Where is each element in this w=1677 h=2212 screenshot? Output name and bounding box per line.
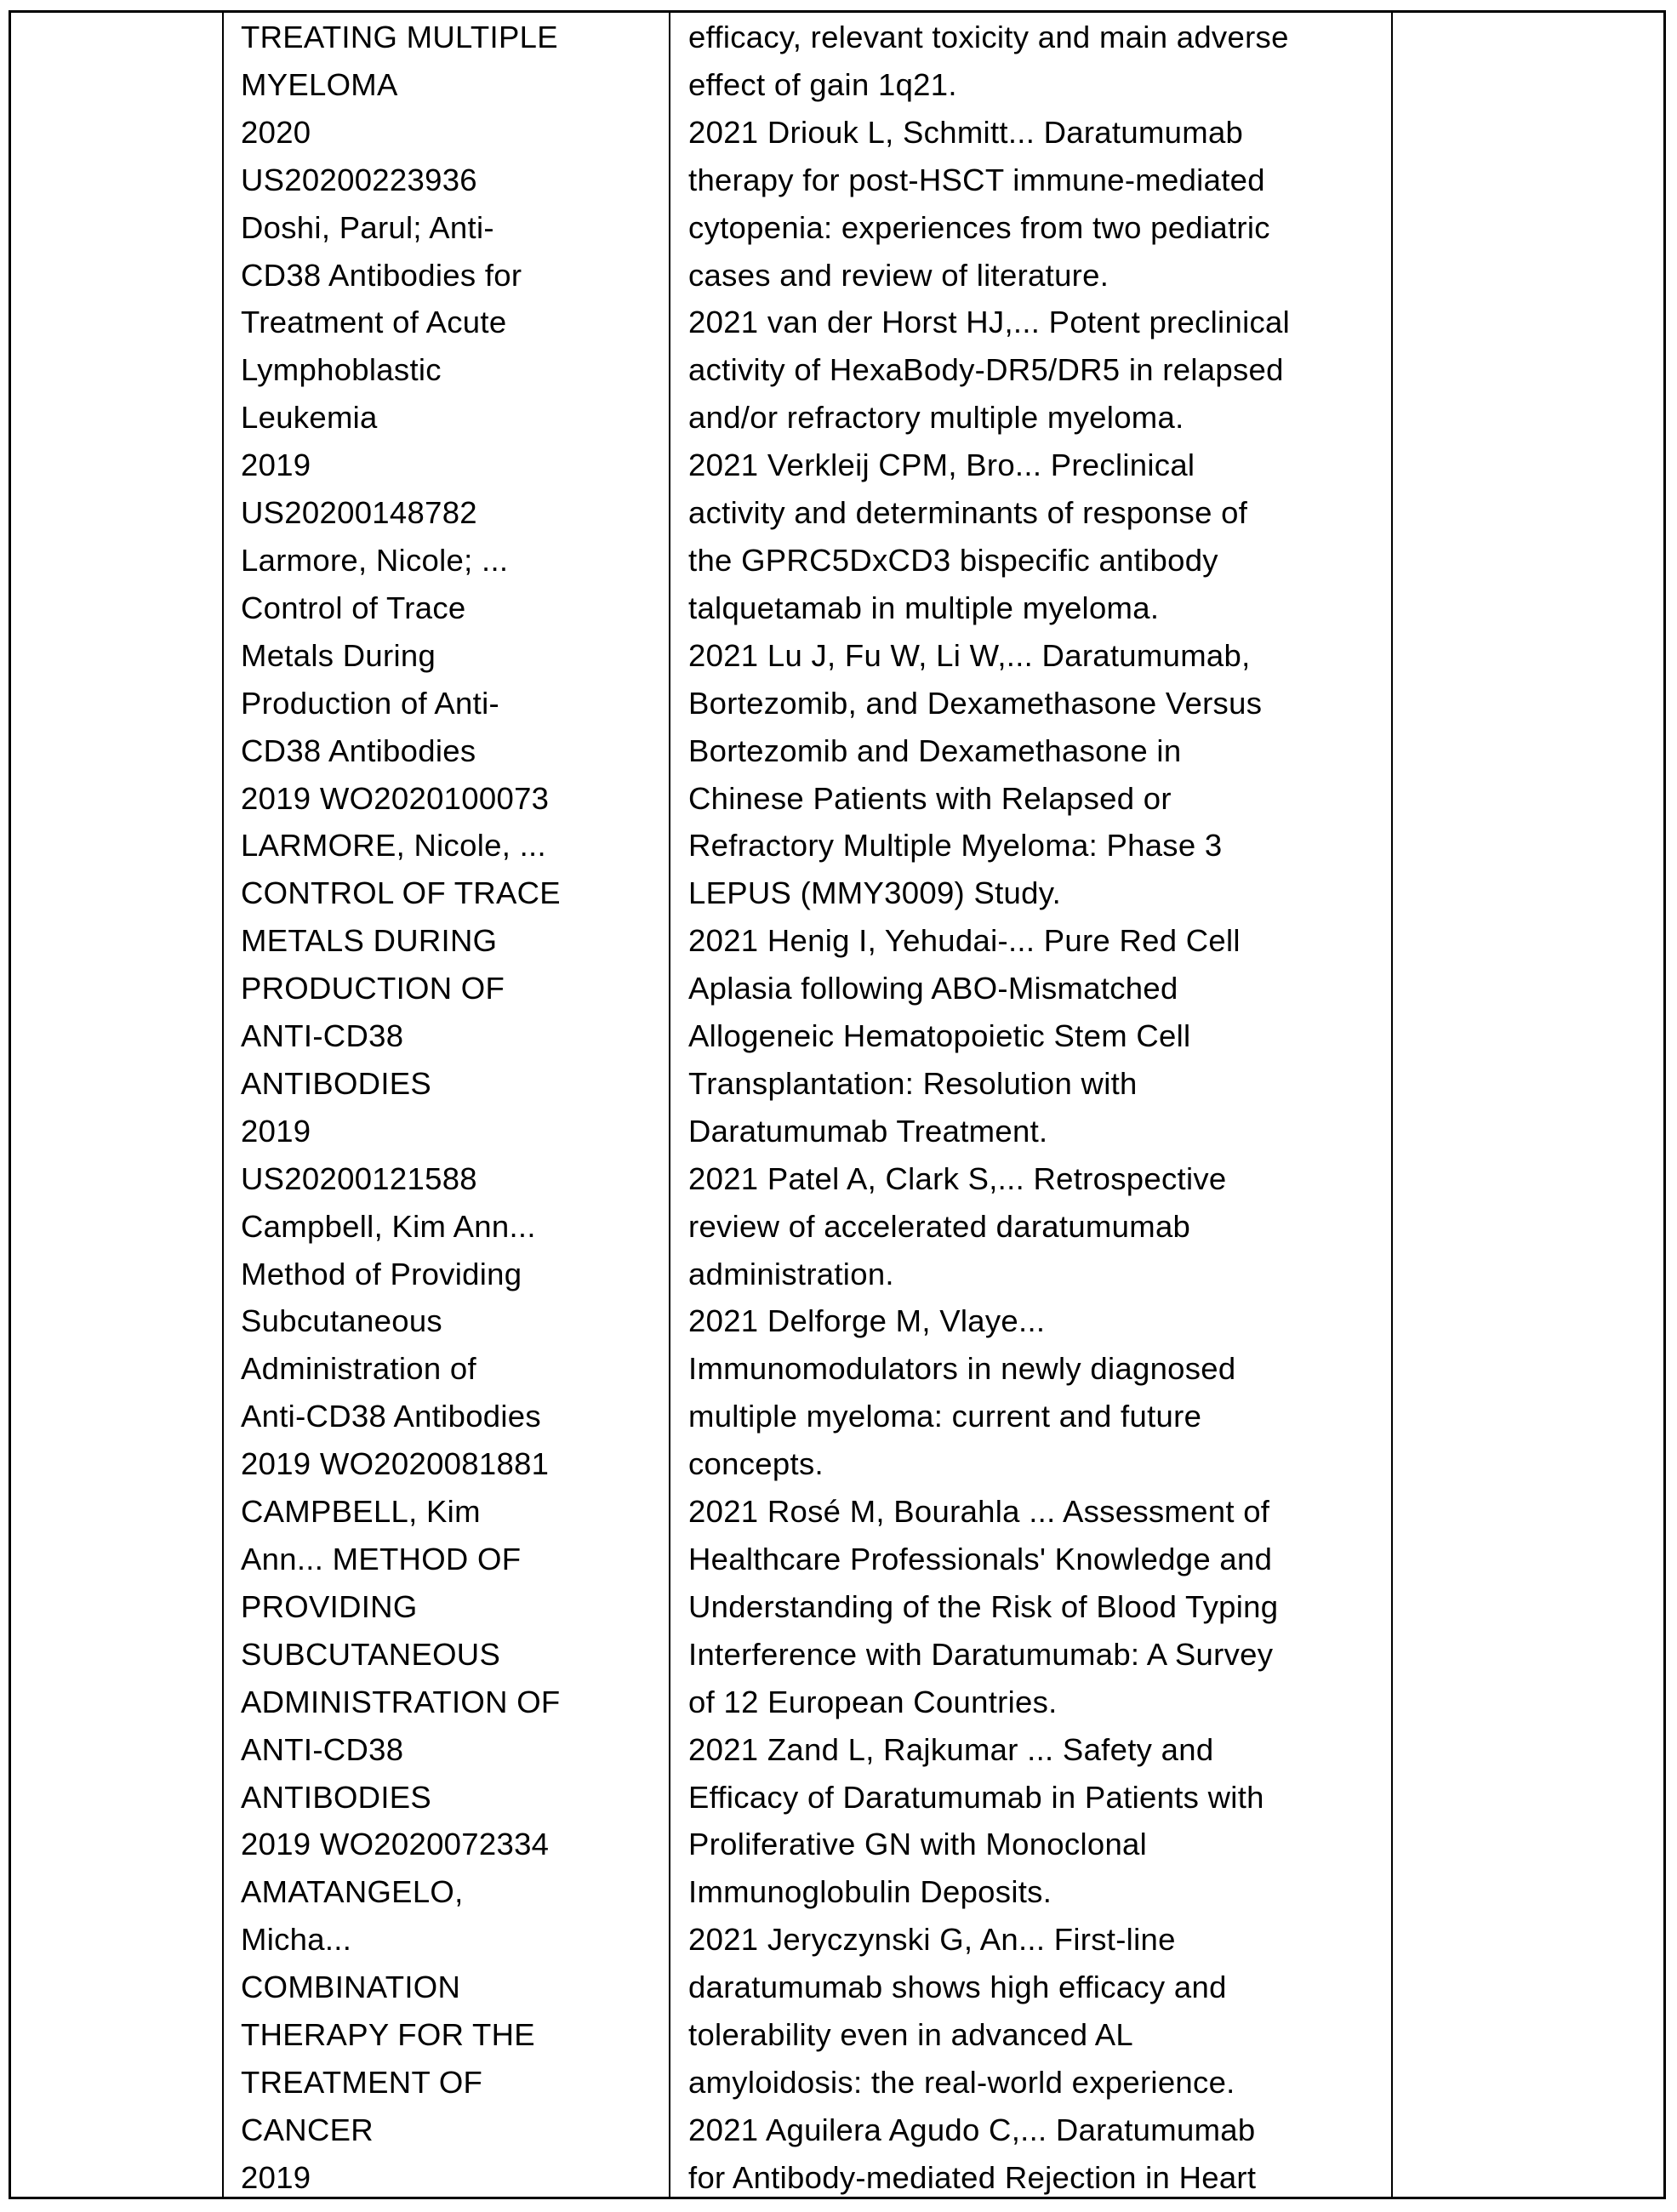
text-line: Understanding of the Risk of Blood Typing xyxy=(688,1588,1279,1624)
patent-references-cell xyxy=(224,13,670,2197)
text-line: effect of gain 1q21. xyxy=(688,66,957,102)
text-line: efficacy, relevant toxicity and main adverse xyxy=(688,20,1289,54)
text-line: ADMINISTRATION OF xyxy=(241,1684,561,1719)
empty-left-cell xyxy=(11,13,224,2197)
text-line: Proliferative GN with Monoclonal xyxy=(688,1827,1148,1862)
text-line: and/or refractory multiple myeloma. xyxy=(688,400,1184,436)
text-line: 2021 Henig I, Yehudai-... Pure Red Cell xyxy=(688,923,1241,959)
text-line: therapy for post-HSCT immune-mediated xyxy=(688,162,1265,197)
text-line: CAMPBELL, Kim xyxy=(241,1494,481,1530)
text-line: 2021 Aguilera Agudo C,... Daratumumab xyxy=(688,2112,1256,2147)
text-line: of 12 European Countries. xyxy=(688,1684,1058,1719)
text-line: Bortezomib, and Dexamethasone Versus xyxy=(688,685,1263,721)
text-line: Daratumumab Treatment. xyxy=(688,1113,1048,1149)
literature-references-cell xyxy=(670,13,1393,2197)
text-line: Leukemia xyxy=(241,400,378,436)
text-line: Anti-CD38 Antibodies xyxy=(241,1399,541,1434)
text-line: 2021 Verkleij CPM, Bro... Preclinical xyxy=(688,448,1195,483)
text-line: Healthcare Professionals' Knowledge and xyxy=(688,1542,1273,1576)
text-line: Bortezomib and Dexamethasone in xyxy=(688,733,1182,768)
text-line: 2021 Patel A, Clark S,... Retrospective xyxy=(688,1160,1227,1196)
text-line: Production of Anti- xyxy=(241,685,499,721)
text-line: the GPRC5DxCD3 bispecific antibody xyxy=(688,542,1218,578)
text-line: TREATMENT OF xyxy=(241,2064,483,2100)
text-line: US20200121588 xyxy=(241,1160,477,1196)
text-line: activity and determinants of response of xyxy=(688,495,1248,531)
text-line: 2019 xyxy=(241,1113,311,1149)
text-line: Lymphoblastic xyxy=(241,352,442,388)
text-line: Metals During xyxy=(241,637,436,673)
text-line: 2019 xyxy=(241,2159,311,2195)
text-line: Larmore, Nicole; ... xyxy=(241,542,509,578)
text-line: CONTROL OF TRACE xyxy=(241,875,561,911)
text-line: cytopenia: experiences from two pediatric xyxy=(688,209,1270,245)
text-line: 2020 xyxy=(241,114,311,150)
text-line: SUBCUTANEOUS xyxy=(241,1636,501,1672)
text-line: talquetamab in multiple myeloma. xyxy=(688,590,1160,625)
text-line: Immunoglobulin Deposits. xyxy=(688,1874,1052,1910)
text-line: Doshi, Parul; Anti- xyxy=(241,209,494,245)
text-line: 2021 Delforge M, Vlaye... xyxy=(688,1303,1046,1339)
text-line: Treatment of Acute xyxy=(241,305,507,340)
text-line: 2021 van der Horst HJ,... Potent preclinical xyxy=(688,305,1291,340)
text-line: Allogeneic Hematopoietic Stem Cell xyxy=(688,1018,1191,1054)
text-line: 2019 xyxy=(241,448,311,483)
text-line: Interference with Daratumumab: A Survey xyxy=(688,1636,1274,1672)
text-line: daratumumab shows high efficacy and xyxy=(688,1970,1227,2005)
text-line: tolerability even in advanced AL xyxy=(688,2017,1133,2053)
text-line: Chinese Patients with Relapsed or xyxy=(688,780,1172,816)
text-line: ANTIBODIES xyxy=(241,1065,432,1101)
text-line: activity of HexaBody-DR5/DR5 in relapsed xyxy=(688,352,1284,388)
text-line: 2021 Lu J, Fu W, Li W,... Daratumumab, xyxy=(688,637,1251,673)
text-line: cases and review of literature. xyxy=(688,257,1109,293)
text-line: Efficacy of Daratumumab in Patients with xyxy=(688,1779,1264,1815)
text-line: Control of Trace xyxy=(241,590,466,625)
text-line: 2021 Rosé M, Bourahla ... Assessment of xyxy=(688,1494,1270,1530)
text-line: ANTIBODIES xyxy=(241,1779,432,1815)
text-line: Ann... METHOD OF xyxy=(241,1542,522,1576)
text-line: PRODUCTION OF xyxy=(241,971,505,1006)
text-line: LARMORE, Nicole, ... xyxy=(241,828,546,864)
text-line: Method of Providing xyxy=(241,1256,522,1291)
text-line: ANTI-CD38 xyxy=(241,1018,404,1054)
text-line: COMBINATION xyxy=(241,1970,461,2005)
text-line: concepts. xyxy=(688,1446,824,1482)
text-line: amyloidosis: the real-world experience. xyxy=(688,2064,1235,2100)
text-line: 2021 Driouk L, Schmitt... Daratumumab xyxy=(688,114,1244,150)
text-line: CD38 Antibodies for xyxy=(241,257,522,293)
text-line: 2019 WO2020072334 xyxy=(241,1827,550,1862)
text-line: 2021 Zand L, Rajkumar ... Safety and xyxy=(688,1731,1214,1767)
text-line: for Antibody-mediated Rejection in Heart xyxy=(688,2159,1257,2195)
text-line: Administration of xyxy=(241,1351,476,1387)
text-line: CANCER xyxy=(241,2112,374,2147)
text-line: 2021 Jeryczynski G, An... First-line xyxy=(688,1922,1176,1958)
text-line: Immunomodulators in newly diagnosed xyxy=(688,1351,1236,1387)
text-line: AMATANGELO, xyxy=(241,1874,464,1910)
text-line: 2019 WO2020100073 xyxy=(241,780,550,816)
text-line: ANTI-CD38 xyxy=(241,1731,404,1767)
text-line: Campbell, Kim Ann... xyxy=(241,1208,536,1244)
references-table xyxy=(9,10,1666,2199)
empty-right-cell xyxy=(1393,13,1663,2197)
text-line: CD38 Antibodies xyxy=(241,733,476,768)
text-line: administration. xyxy=(688,1256,894,1291)
text-line: US20200223936 xyxy=(241,162,477,197)
text-line: multiple myeloma: current and future xyxy=(688,1399,1202,1434)
text-line: Transplantation: Resolution with xyxy=(688,1065,1138,1101)
text-line: 2019 WO2020081881 xyxy=(241,1446,550,1482)
text-line: review of accelerated daratumumab xyxy=(688,1208,1191,1244)
text-line: LEPUS (MMY3009) Study. xyxy=(688,875,1062,911)
text-line: Aplasia following ABO-Mismatched xyxy=(688,971,1178,1006)
text-line: US20200148782 xyxy=(241,495,477,531)
text-line: THERAPY FOR THE xyxy=(241,2017,535,2053)
text-line: Subcutaneous xyxy=(241,1303,442,1339)
text-line: PROVIDING xyxy=(241,1588,418,1624)
text-line: Micha... xyxy=(241,1922,352,1958)
text-line: METALS DURING xyxy=(241,923,498,959)
text-line: Refractory Multiple Myeloma: Phase 3 xyxy=(688,828,1223,864)
text-line: MYELOMA xyxy=(241,66,398,102)
text-line: TREATING MULTIPLE xyxy=(241,20,558,54)
